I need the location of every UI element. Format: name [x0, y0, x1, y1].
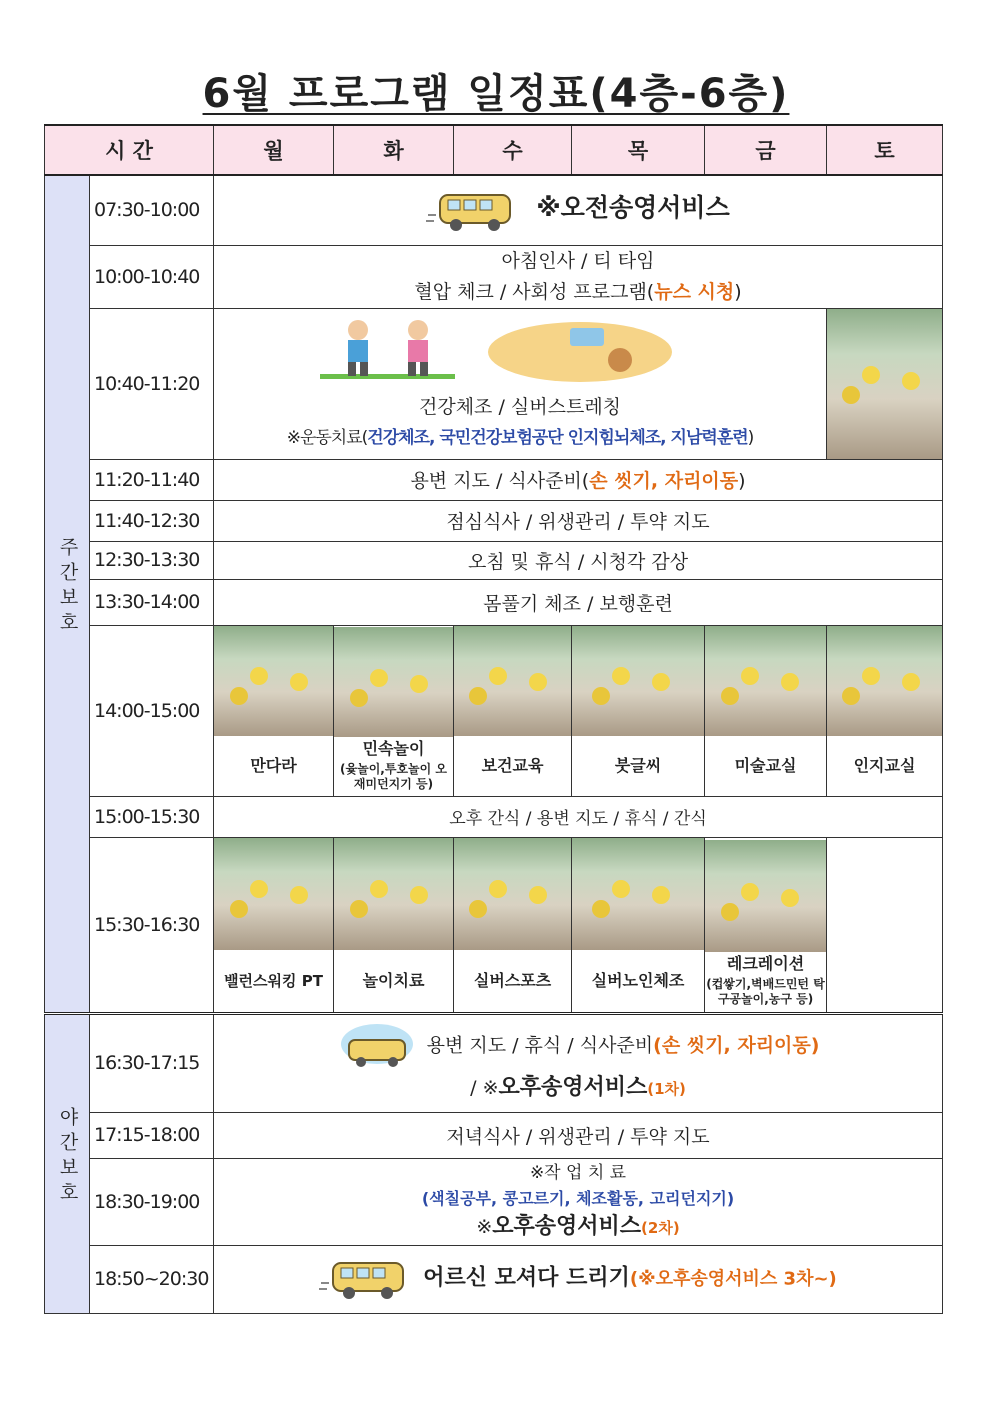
activity-caption: 레크레이션 [726, 954, 805, 973]
program-cell [214, 1013, 943, 1112]
time-cell: 10:00-10:40 [90, 245, 214, 308]
table-row [45, 1245, 943, 1313]
activity-caption: 인지교실 [853, 755, 916, 775]
header-day-wed: 수 [454, 125, 572, 175]
activity-caption: 미술교실 [734, 755, 797, 775]
table-row [45, 541, 943, 579]
program-cell: 오침 및 휴식 / 시청각 감상 [214, 541, 943, 579]
header-day-fri: 금 [705, 125, 827, 175]
bus-icon [337, 1022, 417, 1070]
program-line: 아침인사 / 티 타임 [501, 249, 655, 272]
time-cell: 15:00-15:30 [90, 796, 214, 837]
activity-photo [334, 838, 453, 950]
program-cell [214, 459, 943, 500]
activity-cell [334, 625, 454, 796]
table-row [45, 579, 943, 625]
program-cell: 몸풀기 체조 / 보행훈련 [214, 579, 943, 625]
time-cell: 13:30-14:00 [90, 579, 214, 625]
time-cell: 12:30-13:30 [90, 541, 214, 579]
activity-cell [334, 837, 454, 1013]
program-text: 용변 지도 / 식사준비( [410, 470, 590, 492]
header-day-tue: 화 [334, 125, 454, 175]
activity-photo [827, 309, 942, 459]
table-row [45, 1013, 943, 1112]
activity-caption: 실버스포츠 [473, 970, 552, 990]
time-cell: 11:40-12:30 [90, 500, 214, 541]
table-row [45, 625, 943, 796]
time-cell: 17:15-18:00 [90, 1112, 214, 1158]
highlight-text: 손 씻기, 자리이동 [589, 470, 739, 492]
exercise-illustration-icon [320, 316, 720, 386]
activity-cell [572, 625, 705, 796]
empty-cell [827, 837, 943, 1013]
program-text: 용변 지도 / 휴식 / 식사준비 [426, 1034, 654, 1056]
activity-photo [214, 838, 333, 950]
table-row [45, 308, 943, 459]
activity-caption: 만다라 [250, 755, 297, 775]
time-cell: 07:30-10:00 [90, 175, 214, 245]
table-row [45, 796, 943, 837]
activity-photo [334, 627, 453, 737]
activity-photo [214, 626, 333, 736]
highlight-text: 뉴스 시청 [654, 280, 735, 303]
afternoon-shuttle-text: 오후송영서비스 [498, 1074, 648, 1100]
activity-photo [705, 840, 826, 952]
program-cell [214, 1158, 943, 1245]
header-row [45, 125, 943, 175]
activity-cell [454, 837, 572, 1013]
program-text: ※ [476, 1216, 493, 1238]
program-line [214, 1022, 942, 1070]
activity-cell [705, 625, 827, 796]
program-cell: 점심식사 / 위생관리 / 투약 지도 [214, 500, 943, 541]
header-day-sat: 토 [827, 125, 943, 175]
highlight-text: (※오후송영서비스 3차~) [629, 1268, 837, 1290]
photo-cell [827, 308, 943, 459]
program-line: (색칠공부, 콩고르기, 체조활동, 고리던지기) [421, 1189, 735, 1208]
time-cell: 16:30-17:15 [90, 1013, 214, 1112]
activity-cell [214, 625, 334, 796]
section-night-label [45, 1013, 90, 1313]
program-text: ※운동치료( [286, 427, 368, 448]
morning-shuttle-text: ※오전송영서비스 [536, 193, 730, 222]
program-line [214, 423, 826, 454]
activity-caption-sub: (윷놀이,투호놀이 오재미던지기 등) [340, 762, 447, 791]
table-row [45, 1158, 943, 1245]
activity-caption-sub: (컵쌓기,벽배드민턴 탁구공놀이,농구 등) [706, 977, 825, 1006]
afternoon-shuttle-text: 오후송영서비스 [492, 1214, 642, 1239]
activity-caption: 실버노인체조 [591, 970, 685, 990]
table-row [45, 837, 943, 1013]
activity-caption: 보건교육 [481, 755, 544, 775]
section-night-text: 야간보호 [56, 1107, 79, 1207]
header-time: 시 간 [45, 125, 214, 175]
activity-cell [827, 625, 943, 796]
header-day-mon: 월 [214, 125, 334, 175]
table-row [45, 459, 943, 500]
bus-icon [319, 1257, 409, 1301]
activity-photo [454, 626, 571, 736]
activity-cell [214, 837, 334, 1013]
program-text: ) [747, 427, 754, 448]
table-row [45, 175, 943, 245]
activity-caption: 밸런스워킹 PT [224, 971, 323, 990]
header-day-thu: 목 [572, 125, 705, 175]
activity-caption: 놀이치료 [362, 970, 425, 990]
program-cell [214, 245, 943, 308]
activity-photo [705, 626, 826, 736]
time-cell: 14:00-15:00 [90, 625, 214, 796]
program-cell [214, 308, 827, 459]
program-cell: 오후 간식 / 용변 지도 / 휴식 / 간식 [214, 796, 943, 837]
program-text: / ※ [470, 1076, 499, 1099]
activity-photo [572, 626, 704, 736]
highlight-text: 건강체조, 국민건강보험공단 인지힘뇌체조, 지남력훈련 [367, 427, 748, 448]
schedule-table [44, 124, 943, 1314]
program-line [214, 1212, 942, 1243]
escort-home-text: 어르신 모셔다 드리기 [423, 1265, 630, 1291]
section-day-text: 주간보호 [56, 537, 79, 638]
activity-cell [705, 837, 827, 1013]
highlight-text: (손 씻기, 자리이동) [653, 1034, 820, 1056]
shuttle-round-text: (1차) [647, 1079, 686, 1098]
table-row [45, 500, 943, 541]
activity-photo [454, 838, 571, 950]
time-cell: 18:50~20:30 [90, 1245, 214, 1313]
time-cell: 10:40-11:20 [90, 308, 214, 459]
time-cell: 18:30-19:00 [90, 1158, 214, 1245]
table-row [45, 245, 943, 308]
activity-photo [827, 626, 942, 736]
table-row [45, 1112, 943, 1158]
activity-caption: 민속놀이 [362, 739, 425, 758]
program-line: ※작 업 치 료 [529, 1163, 627, 1183]
program-text: ) [734, 280, 742, 303]
time-cell: 11:20-11:40 [90, 459, 214, 500]
program-cell: 저녁식사 / 위생관리 / 투약 지도 [214, 1112, 943, 1158]
program-line [214, 1072, 942, 1105]
program-text: ) [738, 470, 746, 492]
time-cell: 15:30-16:30 [90, 837, 214, 1013]
program-cell [214, 1245, 943, 1313]
program-text: 혈압 체크 / 사회성 프로그램( [414, 280, 655, 303]
section-day-label [45, 175, 90, 1013]
program-line: 건강체조 / 실버스트레칭 [419, 395, 622, 418]
activity-cell [572, 837, 705, 1013]
program-cell [214, 175, 943, 245]
activity-caption: 붓글씨 [614, 755, 662, 775]
program-line [214, 277, 942, 308]
page-title: 6월 프로그램 일정표(4층-6층) [202, 71, 790, 117]
bus-icon [426, 189, 516, 233]
activity-photo [572, 838, 704, 950]
activity-cell [454, 625, 572, 796]
shuttle-round-text: (2차) [641, 1219, 680, 1237]
